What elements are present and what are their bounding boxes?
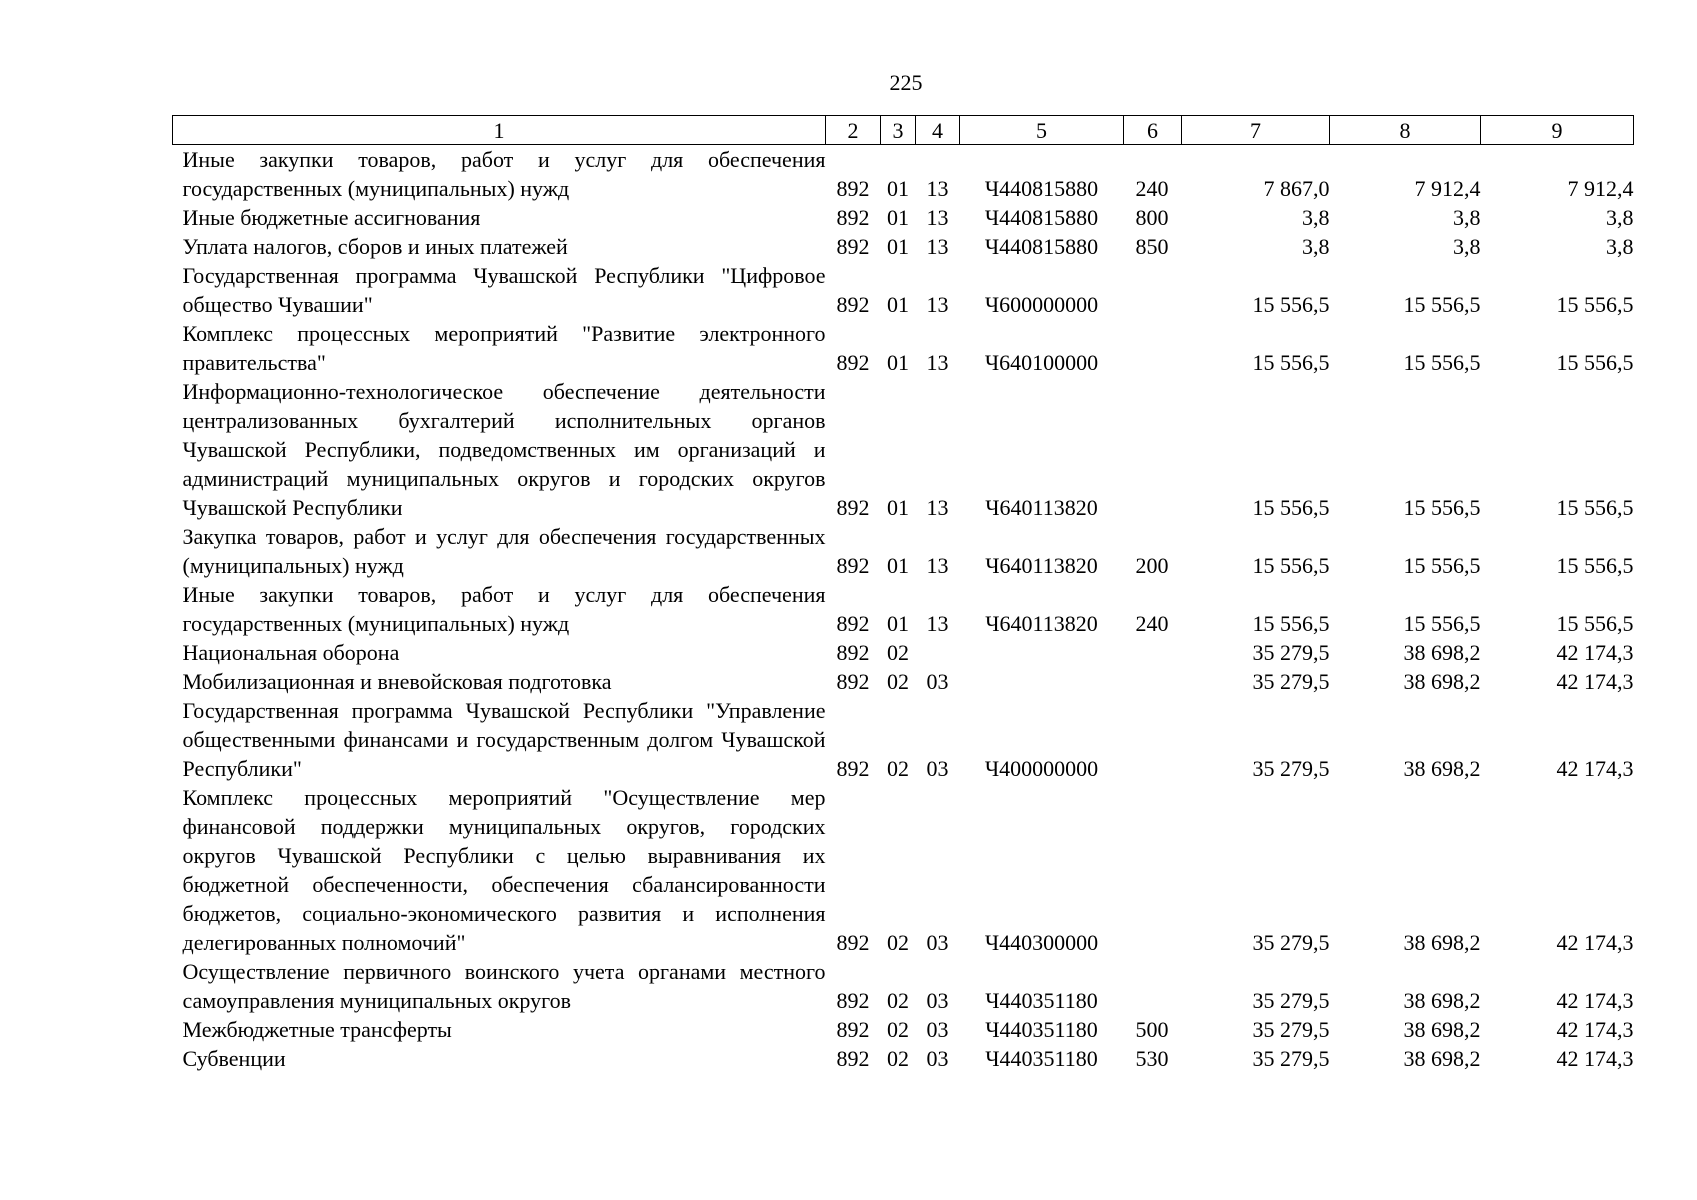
section-code: 02 — [887, 640, 909, 665]
ministry-code: 892 — [836, 234, 870, 259]
subsection-code: 13 — [926, 292, 949, 317]
amount-year-3: 42 174,3 — [1556, 1017, 1634, 1042]
section-code: 02 — [887, 1046, 909, 1071]
expense-type-code: 500 — [1135, 1017, 1169, 1042]
ministry-code: 892 — [836, 988, 870, 1013]
amount-year-3: 15 556,5 — [1556, 495, 1634, 520]
amount-year-3: 7 912,4 — [1567, 176, 1634, 201]
amount-year-3: 42 174,3 — [1556, 988, 1634, 1013]
section-code: 02 — [887, 669, 909, 694]
section-code: 02 — [887, 988, 909, 1013]
table-row — [173, 261, 1634, 319]
amount-year-2: 15 556,5 — [1403, 350, 1481, 375]
target-article-code — [960, 638, 1124, 667]
column-header: 6 — [1124, 116, 1182, 145]
amount-year-3: 42 174,3 — [1556, 669, 1634, 694]
table-row — [173, 957, 1634, 1015]
section-code: 01 — [887, 553, 909, 578]
row-name: Иные бюджетные ассигнования — [182, 205, 481, 230]
table-row — [173, 783, 1634, 957]
table-row — [173, 232, 1634, 261]
expense-type-code — [1124, 696, 1182, 783]
table-row — [173, 1015, 1634, 1044]
ministry-code: 892 — [836, 495, 870, 520]
amount-year-2: 15 556,5 — [1403, 292, 1481, 317]
target-article-code: Ч440815880 — [984, 234, 1099, 259]
table-row — [173, 1044, 1634, 1073]
amount-year-2: 38 698,2 — [1403, 1046, 1481, 1071]
target-article-code: Ч440351180 — [985, 1046, 1098, 1071]
section-code: 02 — [887, 756, 909, 781]
row-name: Комплекс процессных мероприятий "Развитие электронного правительства" — [182, 321, 826, 375]
target-article-code: Ч400000000 — [984, 756, 1099, 781]
amount-year-2: 38 698,2 — [1403, 988, 1481, 1013]
expense-type-code: 850 — [1135, 234, 1169, 259]
amount-year-1: 35 279,5 — [1252, 988, 1330, 1013]
column-header: 9 — [1481, 116, 1634, 145]
row-name: Национальная оборона — [182, 640, 400, 665]
amount-year-3: 3,8 — [1606, 234, 1634, 259]
section-code: 01 — [887, 350, 909, 375]
expense-type-code — [1124, 377, 1182, 522]
amount-year-1: 15 556,5 — [1252, 495, 1330, 520]
ministry-code: 892 — [836, 756, 870, 781]
row-name: Государственная программа Чувашской Республики "Управление общественными финансами и государственным долгом Чувашской Республики" — [182, 698, 826, 781]
section-code: 02 — [887, 930, 909, 955]
ministry-code: 892 — [836, 611, 870, 636]
amount-year-2: 15 556,5 — [1403, 553, 1481, 578]
subsection-code: 03 — [926, 756, 949, 781]
table-body — [173, 145, 1634, 1074]
expense-type-code — [1124, 261, 1182, 319]
column-header: 7 — [1182, 116, 1330, 145]
amount-year-2: 38 698,2 — [1403, 1017, 1481, 1042]
subsection-code: 03 — [926, 1046, 949, 1071]
target-article-code: Ч440815880 — [984, 205, 1099, 230]
expense-type-code — [1124, 783, 1182, 957]
amount-year-1: 35 279,5 — [1252, 1046, 1330, 1071]
table-row — [173, 319, 1634, 377]
row-name: Уплата налогов, сборов и иных платежей — [182, 234, 568, 259]
subsection-code: 03 — [926, 1017, 949, 1042]
section-code: 01 — [887, 611, 909, 636]
amount-year-1: 35 279,5 — [1252, 756, 1330, 781]
expense-type-code — [1124, 957, 1182, 1015]
amount-year-1: 35 279,5 — [1252, 640, 1330, 665]
row-name: Информационно-технологическое обеспечение деятельности централизованных бухгалтерий исполнительных органов Чувашской Республики, подведомственных им организаций и администраций муниципальных округов и городских округов Чувашской Республики — [182, 379, 826, 520]
amount-year-3: 15 556,5 — [1556, 292, 1634, 317]
target-article-code: Ч440300000 — [984, 930, 1099, 955]
amount-year-3: 42 174,3 — [1556, 930, 1634, 955]
ministry-code: 892 — [836, 1017, 870, 1042]
expense-type-code: 200 — [1135, 553, 1169, 578]
amount-year-1: 3,8 — [1302, 205, 1330, 230]
amount-year-3: 15 556,5 — [1556, 350, 1634, 375]
column-header: 3 — [881, 116, 916, 145]
expense-type-code: 240 — [1135, 176, 1169, 201]
amount-year-3: 3,8 — [1606, 205, 1634, 230]
column-header: 8 — [1330, 116, 1481, 145]
ministry-code: 892 — [836, 640, 870, 665]
section-code: 01 — [887, 176, 909, 201]
amount-year-2: 15 556,5 — [1403, 495, 1481, 520]
amount-year-2: 7 912,4 — [1414, 176, 1481, 201]
subsection-code: 13 — [926, 205, 949, 230]
ministry-code: 892 — [836, 553, 870, 578]
row-name: Комплекс процессных мероприятий "Осуществление мер финансовой поддержки муниципальных округов, городских округов Чувашской Республики с целью выравнивания их бюджетной обеспеченности, обеспечения сбалансированности бюджетов, социально-экономического развития и исполнения делегированных полномочий" — [182, 785, 826, 955]
amount-year-2: 38 698,2 — [1403, 756, 1481, 781]
expense-type-code: 240 — [1135, 611, 1169, 636]
amount-year-3: 15 556,5 — [1556, 553, 1634, 578]
expense-type-code — [1124, 319, 1182, 377]
amount-year-2: 38 698,2 — [1403, 930, 1481, 955]
column-header-row — [173, 116, 1634, 145]
amount-year-2: 3,8 — [1453, 234, 1481, 259]
target-article-code — [960, 667, 1124, 696]
section-code: 01 — [887, 292, 909, 317]
ministry-code: 892 — [836, 669, 870, 694]
amount-year-2: 38 698,2 — [1403, 669, 1481, 694]
amount-year-1: 15 556,5 — [1252, 292, 1330, 317]
table-row — [173, 696, 1634, 783]
expense-type-code: 530 — [1135, 1046, 1169, 1071]
subsection-code: 13 — [926, 553, 949, 578]
subsection-code: 13 — [926, 611, 949, 636]
column-header: 4 — [916, 116, 960, 145]
amount-year-1: 3,8 — [1302, 234, 1330, 259]
table-row — [173, 522, 1634, 580]
ministry-code: 892 — [836, 176, 870, 201]
row-name: Государственная программа Чувашской Республики "Цифровое общество Чувашии" — [182, 263, 826, 317]
table-row — [173, 145, 1634, 204]
row-name: Иные закупки товаров, работ и услуг для обеспечения государственных (муниципальных) нужд — [182, 582, 826, 636]
amount-year-3: 42 174,3 — [1556, 1046, 1634, 1071]
ministry-code: 892 — [836, 292, 870, 317]
table-row — [173, 638, 1634, 667]
section-code: 02 — [887, 1017, 909, 1042]
amount-year-2: 15 556,5 — [1403, 611, 1481, 636]
ministry-code: 892 — [836, 205, 870, 230]
amount-year-3: 42 174,3 — [1556, 756, 1634, 781]
subsection-code: 03 — [926, 930, 949, 955]
table-row — [173, 377, 1634, 522]
page-number: 225 — [889, 70, 923, 95]
amount-year-1: 7 867,0 — [1263, 176, 1330, 201]
row-name: Межбюджетные трансферты — [182, 1017, 452, 1042]
amount-year-1: 35 279,5 — [1252, 669, 1330, 694]
ministry-code: 892 — [836, 1046, 870, 1071]
row-name: Субвенции — [182, 1046, 286, 1071]
amount-year-3: 15 556,5 — [1556, 611, 1634, 636]
amount-year-2: 38 698,2 — [1403, 640, 1481, 665]
amount-year-3: 42 174,3 — [1556, 640, 1634, 665]
target-article-code: Ч440815880 — [984, 176, 1099, 201]
column-header: 5 — [960, 116, 1124, 145]
target-article-code: Ч440351180 — [985, 1017, 1098, 1042]
amount-year-1: 15 556,5 — [1252, 350, 1330, 375]
row-name: Мобилизационная и вневойсковая подготовка — [182, 669, 612, 694]
subsection-code: 13 — [926, 176, 949, 201]
table-row — [173, 580, 1634, 638]
table-row — [173, 667, 1634, 696]
subsection-code: 03 — [926, 988, 949, 1013]
amount-year-1: 15 556,5 — [1252, 553, 1330, 578]
section-code: 01 — [887, 495, 909, 520]
subsection-code: 03 — [926, 669, 949, 694]
row-name: Иные закупки товаров, работ и услуг для обеспечения государственных (муниципальных) нужд — [182, 147, 826, 201]
target-article-code: Ч640113820 — [985, 611, 1098, 636]
section-code: 01 — [887, 234, 909, 259]
subsection-code: 13 — [926, 350, 949, 375]
budget-table — [172, 115, 1634, 1073]
section-code: 01 — [887, 205, 909, 230]
column-header: 1 — [173, 116, 826, 145]
row-name: Закупка товаров, работ и услуг для обеспечения государственных (муниципальных) нужд — [182, 524, 826, 578]
subsection-code: 13 — [926, 234, 949, 259]
target-article-code: Ч440351180 — [985, 988, 1098, 1013]
target-article-code: Ч640113820 — [985, 553, 1098, 578]
target-article-code: Ч600000000 — [984, 292, 1099, 317]
expense-type-code — [1124, 667, 1182, 696]
amount-year-2: 3,8 — [1453, 205, 1481, 230]
amount-year-1: 15 556,5 — [1252, 611, 1330, 636]
amount-year-1: 35 279,5 — [1252, 930, 1330, 955]
row-name: Осуществление первичного воинского учета органами местного самоуправления муниципальных округов — [182, 959, 826, 1013]
column-header: 2 — [826, 116, 881, 145]
subsection-code — [916, 638, 960, 667]
table-row — [173, 203, 1634, 232]
expense-type-code — [1124, 638, 1182, 667]
target-article-code: Ч640100000 — [984, 350, 1099, 375]
target-article-code: Ч640113820 — [985, 495, 1098, 520]
subsection-code: 13 — [926, 495, 949, 520]
ministry-code: 892 — [836, 930, 870, 955]
ministry-code: 892 — [836, 350, 870, 375]
expense-type-code: 800 — [1135, 205, 1169, 230]
amount-year-1: 35 279,5 — [1252, 1017, 1330, 1042]
